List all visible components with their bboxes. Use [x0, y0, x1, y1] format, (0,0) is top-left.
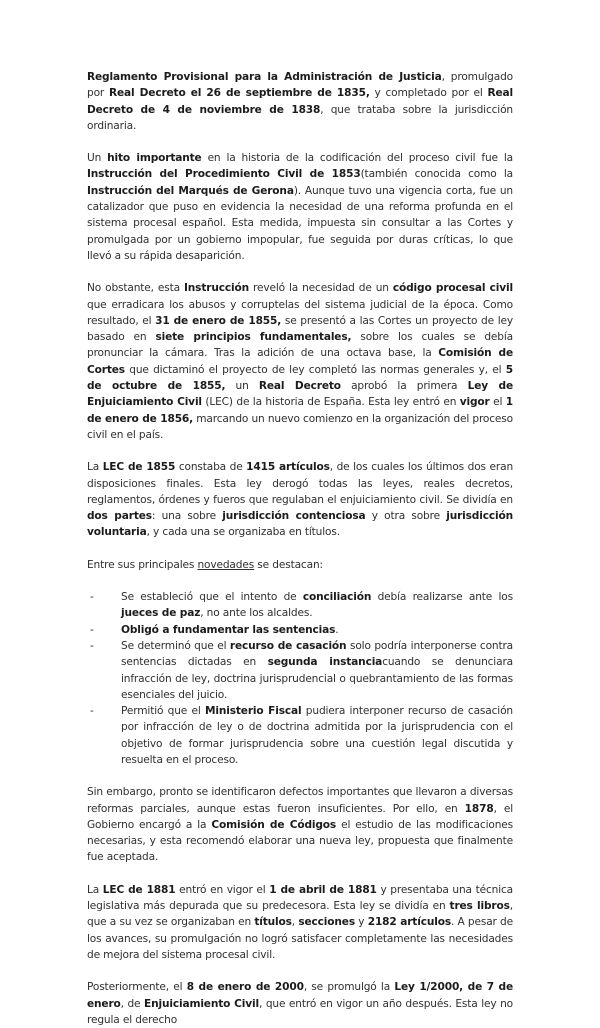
text-run: en la historia de la codificación del proceso civil fue la	[201, 152, 514, 165]
text-run: pudiera interponer recurso de casación por infracción de ley o de doctrina admitida por la jurisprudencia con el objetivo de formar jurisprudencia sobre una cuestión legal discutida y resuelta en el proceso.	[121, 705, 513, 766]
paragraph-lec-1855-origen	[87, 280, 513, 443]
text-run: , de	[120, 997, 144, 1010]
text-run: , y cada una se organizaba en títulos.	[146, 526, 340, 539]
paragraph-reglamento	[87, 69, 513, 134]
bold-text: Comisión de Cortes	[87, 347, 513, 376]
bold-text: Real Decreto	[258, 380, 341, 393]
text-run: que dictaminó el proyecto de ley completó las normas generales y, el	[124, 363, 506, 376]
bold-text: 8 de enero de 2000	[186, 981, 304, 994]
paragraph-lec-1855-estructura	[87, 459, 513, 540]
text-run: marcando un nuevo comienzo en la organización del proceso civil en el país.	[87, 412, 513, 441]
bold-text: jueces de paz	[121, 607, 201, 620]
list-item	[87, 622, 513, 638]
text-run: se presentó a las Cortes un proyecto de ley basado en	[87, 314, 513, 344]
underlined-text: novedades	[197, 558, 255, 571]
bold-text: Instrucción del Procedimiento Civil de 1853	[87, 168, 361, 181]
bold-text: código procesal civil	[392, 282, 514, 295]
list-item	[87, 703, 513, 768]
paragraph-reformas	[87, 784, 513, 865]
text-run: sobre los cuales se debía pronunciar la cámara. Tras la adición de una octava base, la	[87, 331, 513, 360]
bold-text: 1878	[464, 802, 494, 815]
text-run: , que a su vez se organizaban en	[87, 900, 513, 929]
text-run: , promulgado por	[87, 71, 513, 100]
text-run: Sin embargo, pronto se identificaron defectos importantes que llevaron a diversas reformas parciales, aunque estas fueron insuficientes. Por ello, en	[87, 786, 513, 815]
bold-text: 1415 artículos	[246, 461, 330, 474]
text-run: .	[335, 623, 339, 636]
text-run: y otra sobre	[365, 510, 447, 523]
text-run: No obstante, esta	[87, 282, 184, 295]
bold-text: siete principios fundamentales,	[155, 331, 352, 344]
bold-text: Ministerio Fiscal	[204, 705, 302, 718]
bold-text: LEC de 1881	[102, 883, 176, 896]
bold-text: hito importante	[107, 152, 202, 165]
paragraph-lec-1881	[87, 882, 513, 963]
bold-text: 1 de abril de 1881	[269, 883, 377, 896]
text-run: , que entró en vigor un año después. Esta ley no regula el derecho	[87, 997, 513, 1026]
bold-text: 31 de enero de 1855,	[155, 314, 282, 327]
text-run: el estudio de las modificaciones necesarias, y esta recomendó elaborar una nueva ley, propuesta que finalmente fue aceptada.	[87, 818, 513, 864]
bold-text: 1 de enero de 1856,	[87, 396, 513, 425]
text-run: y presentaba una técnica legislativa más depurada que su predecesora. Esta ley se dividía en	[87, 883, 514, 913]
bold-text: Obligó a fundamentar las sentencias	[121, 623, 336, 636]
text-run: Entre sus principales	[87, 558, 198, 571]
text-run: Posteriormente, el	[87, 981, 187, 994]
bold-text: jurisdicción voluntaria	[87, 510, 513, 539]
text-run: (también conocida como la	[360, 168, 513, 181]
bold-text: secciones	[298, 916, 355, 929]
text-run: , que trataba sobre la jurisdicción ordinaria.	[87, 103, 513, 132]
text-run: debía realizarse ante los	[371, 591, 513, 604]
bold-text: jurisdicción contenciosa	[222, 510, 366, 523]
text-run: constaba de	[175, 461, 247, 474]
text-run: Permitió que el	[121, 705, 205, 718]
text-run: La	[87, 883, 103, 896]
bold-text: Enjuiciamiento Civil	[144, 997, 260, 1010]
bold-text: conciliación	[302, 591, 372, 604]
bold-text: dos partes	[87, 510, 152, 523]
bold-text: Real Decreto el 26 de septiembre de 1835,	[108, 87, 370, 100]
bold-text: 2182 artículos	[367, 916, 451, 929]
list-item	[87, 638, 513, 703]
text-run: un	[225, 380, 259, 393]
text-run: (LEC) de la historia de España. Esta ley entró en	[201, 396, 460, 409]
text-run: : una sobre	[151, 510, 223, 523]
bold-text: Ley de Enjuiciamiento Civil	[87, 380, 513, 409]
text-run: cuando se denunciara infracción de ley, doctrina jurisprudencial o quebrantamiento de las formas esenciales del juicio.	[121, 656, 513, 701]
bold-text: Reglamento Provisional para la Administración de Justicia	[87, 71, 442, 83]
text-run: que erradicara los abusos y corruptelas del sistema judicial de la época. Como resultado, el	[87, 298, 513, 327]
paragraph-novedades-intro	[87, 557, 513, 573]
text-run: . A pesar de los avances, su promulgación no logró satisfacer completamente las necesidades de mejora del sistema procesal civil.	[87, 916, 514, 961]
bold-text: Comisión de Códigos	[211, 818, 337, 831]
text-run: Se estableció que el intento de	[121, 591, 303, 604]
bold-text: títulos	[254, 916, 292, 929]
text-run: , el Gobierno encargó a la	[87, 802, 513, 831]
novedades-list	[87, 589, 513, 768]
text-run: Se determinó que el	[121, 639, 230, 652]
text-run: y completado por el	[369, 87, 488, 100]
bold-text: recurso de casación	[229, 639, 347, 652]
text-run: y	[354, 916, 368, 929]
text-run: Un	[87, 152, 108, 165]
text-run: , se promulgó la	[303, 981, 395, 994]
text-run: solo podría interponerse contra sentencias dictadas en	[121, 639, 514, 669]
bold-text: tres libros	[449, 900, 510, 913]
paragraph-instruccion-1853	[87, 150, 513, 264]
text-run: , no ante los alcaldes.	[200, 607, 313, 620]
text-run: el	[489, 396, 506, 409]
bold-text: 5 de octubre de 1855,	[87, 363, 513, 393]
text-run: reveló la necesidad de un	[248, 282, 393, 295]
bold-text: Instrucción	[184, 282, 249, 295]
text-run: ,	[291, 916, 299, 929]
text-run: aprobó la primera	[340, 380, 468, 393]
bold-text: Ley 1/2000, de 7 de enero	[87, 981, 513, 1010]
bold-text: vigor	[459, 396, 490, 409]
bold-text: Instrucción del Marqués de Gerona	[87, 184, 294, 197]
text-run: entró en vigor el	[175, 883, 270, 896]
text-run: se destacan:	[254, 558, 323, 571]
text-run: , de los cuales los últimos dos eran disposiciones finales. Esta ley derogó todas las leyes, reales decretos, reglamentos, órdenes y fueros que regulaban el enjuiciamiento civil. Se dividía en	[87, 461, 514, 506]
bold-text: LEC de 1855	[102, 461, 176, 474]
bold-text: Real Decreto de 4 de noviembre de 1838	[87, 87, 513, 116]
list-item	[87, 589, 513, 622]
text-run: La	[87, 461, 103, 474]
text-run: ). Aunque tuvo una vigencia corta, fue un catalizador que puso en evidencia la necesidad de una reforma profunda en el sistema procesal español. Esta medida, impuesta sin consultar a las Cortes y promulgada por un gobierno impopular, fue seguida por duras críticas, lo que llevó a su rápida desaparición.	[87, 184, 513, 262]
paragraph-ley-2000	[87, 979, 513, 1028]
bold-text: segunda instancia	[267, 656, 383, 669]
